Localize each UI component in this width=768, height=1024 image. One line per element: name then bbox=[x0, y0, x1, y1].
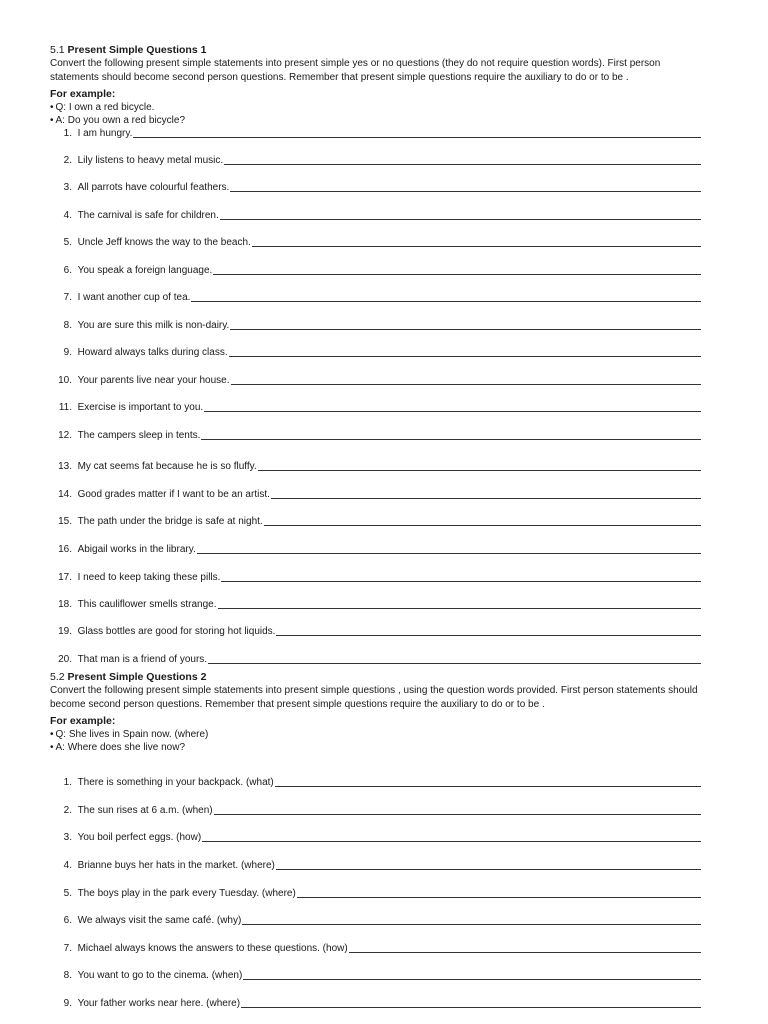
question-item bbox=[50, 154, 701, 167]
question-item bbox=[50, 543, 701, 556]
question-number: 18. bbox=[58, 599, 72, 610]
question-item bbox=[50, 181, 701, 194]
question-number: 20. bbox=[58, 654, 72, 665]
answer-line[interactable] bbox=[220, 209, 701, 220]
question-text: Howard always talks during class. bbox=[77, 347, 228, 358]
question-text: That man is a friend of yours. bbox=[77, 654, 208, 665]
question-number: 1. bbox=[63, 128, 72, 139]
question-number: 4. bbox=[63, 210, 72, 221]
section-1-example-question bbox=[50, 101, 710, 114]
section-1-example-answer bbox=[50, 114, 710, 127]
question-text: Your father works near here. (where) bbox=[77, 998, 241, 1009]
question-text: The boys play in the park every Tuesday. (where) bbox=[77, 888, 296, 899]
question-text: Your parents live near your house. bbox=[77, 375, 230, 386]
answer-line[interactable] bbox=[264, 515, 701, 526]
question-number: 6. bbox=[63, 265, 72, 276]
question-number: 16. bbox=[58, 544, 72, 555]
question-item bbox=[50, 429, 701, 442]
question-number: 4. bbox=[63, 860, 72, 871]
question-text: My cat seems fat because he is so fluffy. bbox=[77, 461, 257, 472]
question-text: Michael always knows the answers to these questions. (how) bbox=[77, 943, 348, 954]
question-text: Brianne buys her hats in the market. (where) bbox=[77, 860, 275, 871]
answer-line[interactable] bbox=[133, 127, 701, 138]
question-text: You want to go to the cinema. (when) bbox=[77, 970, 243, 981]
section-2-example-answer bbox=[50, 741, 710, 754]
question-number: 6. bbox=[63, 915, 72, 926]
question-number: 9. bbox=[63, 347, 72, 358]
question-text: I am hungry. bbox=[77, 128, 133, 139]
question-text: Abigail works in the library. bbox=[77, 544, 196, 555]
answer-line[interactable] bbox=[349, 942, 701, 953]
question-text: Lily listens to heavy metal music. bbox=[77, 155, 224, 166]
section-2-example-question-text: Q: She lives in Spain now. (where) bbox=[55, 729, 209, 740]
question-number: 5. bbox=[63, 237, 72, 248]
exercise-section-1 bbox=[50, 44, 710, 665]
answer-line[interactable] bbox=[213, 264, 701, 275]
section-2-example-answer-text: A: Where does she live now? bbox=[55, 742, 186, 753]
question-text: This cauliflower smells strange. bbox=[77, 599, 217, 610]
question-item bbox=[50, 997, 701, 1010]
section-2-number: 5.2 bbox=[50, 671, 65, 683]
question-number: 10. bbox=[58, 375, 72, 386]
question-item bbox=[50, 914, 701, 927]
question-number: 1. bbox=[63, 777, 72, 788]
section-2-title bbox=[50, 671, 710, 684]
question-item bbox=[50, 969, 701, 982]
question-number: 15. bbox=[58, 516, 72, 527]
question-item bbox=[50, 942, 701, 955]
section-2-instructions: Convert the following present simple statements into present simple questions , using the question words provided. First person statements should become second person questions. Remember that present simple questions require the auxiliary to do or to be . bbox=[50, 685, 698, 710]
answer-line[interactable] bbox=[230, 181, 701, 192]
question-item bbox=[50, 515, 701, 528]
question-text: You boil perfect eggs. (how) bbox=[77, 832, 202, 843]
section-1-instructions: Convert the following present simple statements into present simple yes or no questions (they do not require question words). First person statements should become second person questions. Remember that present simple questions require the auxiliary to do or to be . bbox=[50, 58, 661, 83]
bullet-icon: • bbox=[50, 102, 54, 113]
question-item bbox=[50, 776, 701, 789]
section-2-example-question bbox=[50, 728, 710, 741]
question-number: 3. bbox=[63, 832, 72, 843]
question-text: I want another cup of tea. bbox=[77, 292, 191, 303]
answer-line[interactable] bbox=[231, 374, 701, 385]
question-text: You speak a foreign language. bbox=[77, 265, 213, 276]
question-number: 17. bbox=[58, 572, 72, 583]
answer-line[interactable] bbox=[276, 625, 701, 636]
question-number: 8. bbox=[63, 320, 72, 331]
section-2-name: Present Simple Questions 2 bbox=[67, 671, 207, 683]
question-text: I need to keep taking these pills. bbox=[77, 572, 221, 583]
question-item bbox=[50, 374, 701, 387]
section-1-name: Present Simple Questions 1 bbox=[67, 44, 207, 56]
bullet-icon: • bbox=[50, 729, 54, 740]
question-text: You are sure this milk is non-dairy. bbox=[77, 320, 230, 331]
answer-line[interactable] bbox=[276, 859, 701, 870]
section-1-example-heading: For example: bbox=[50, 88, 116, 100]
question-item bbox=[50, 653, 701, 666]
question-text: Uncle Jeff knows the way to the beach. bbox=[77, 237, 251, 248]
question-number: 7. bbox=[63, 943, 72, 954]
section-1-number: 5.1 bbox=[50, 44, 65, 56]
question-text: The campers sleep in tents. bbox=[77, 430, 201, 441]
question-item bbox=[50, 887, 701, 900]
question-item bbox=[50, 859, 701, 872]
question-text: We always visit the same café. (why) bbox=[77, 915, 242, 926]
answer-line[interactable] bbox=[229, 346, 701, 357]
bullet-icon: • bbox=[50, 115, 54, 126]
question-item bbox=[50, 346, 701, 359]
question-number: 9. bbox=[63, 998, 72, 1009]
question-item bbox=[50, 460, 701, 473]
question-number: 19. bbox=[58, 626, 72, 637]
answer-line[interactable] bbox=[242, 914, 701, 925]
question-text: The sun rises at 6 a.m. (when) bbox=[77, 805, 213, 816]
question-item bbox=[50, 319, 701, 332]
answer-line[interactable] bbox=[275, 776, 701, 787]
question-text: Exercise is important to you. bbox=[77, 402, 204, 413]
answer-line[interactable] bbox=[230, 319, 701, 330]
answer-line[interactable] bbox=[243, 969, 701, 980]
question-number: 11. bbox=[58, 402, 72, 413]
question-item bbox=[50, 831, 701, 844]
question-text: Good grades matter if I want to be an artist. bbox=[77, 489, 270, 500]
question-number: 14. bbox=[58, 489, 72, 500]
question-item bbox=[50, 209, 701, 222]
answer-line[interactable] bbox=[191, 291, 701, 302]
answer-line[interactable] bbox=[258, 460, 701, 471]
question-number: 2. bbox=[63, 805, 72, 816]
answer-line[interactable] bbox=[201, 429, 701, 440]
section-1-example-question-text: Q: I own a red bicycle. bbox=[55, 102, 155, 113]
answer-line[interactable] bbox=[224, 154, 701, 165]
answer-line[interactable] bbox=[218, 598, 702, 609]
answer-line[interactable] bbox=[204, 401, 701, 412]
answer-line[interactable] bbox=[202, 831, 701, 842]
question-number: 8. bbox=[63, 970, 72, 981]
answer-line[interactable] bbox=[208, 653, 701, 664]
question-number: 13. bbox=[58, 461, 72, 472]
answer-line[interactable] bbox=[252, 236, 701, 247]
bullet-icon: • bbox=[50, 742, 54, 753]
question-item bbox=[50, 488, 701, 501]
answer-line[interactable] bbox=[197, 543, 701, 554]
answer-line[interactable] bbox=[214, 804, 701, 815]
section-1-example-answer-text: A: Do you own a red bicycle? bbox=[55, 115, 186, 126]
question-number: 7. bbox=[63, 292, 72, 303]
answer-line[interactable] bbox=[271, 488, 701, 499]
question-text: Glass bottles are good for storing hot liquids. bbox=[77, 626, 276, 637]
question-item bbox=[50, 401, 701, 414]
exercise-section-2 bbox=[50, 671, 710, 1009]
question-text: The path under the bridge is safe at night. bbox=[77, 516, 263, 527]
question-number: 5. bbox=[63, 888, 72, 899]
question-number: 3. bbox=[63, 182, 72, 193]
answer-line[interactable] bbox=[221, 571, 701, 582]
question-item bbox=[50, 598, 701, 611]
question-item bbox=[50, 571, 701, 584]
question-item bbox=[50, 625, 701, 638]
question-item bbox=[50, 127, 701, 140]
question-text: All parrots have colourful feathers. bbox=[77, 182, 230, 193]
answer-line[interactable] bbox=[297, 887, 701, 898]
answer-line[interactable] bbox=[241, 997, 701, 1008]
question-number: 12. bbox=[58, 430, 72, 441]
question-item bbox=[50, 264, 701, 277]
section-1-title bbox=[50, 44, 710, 57]
question-item bbox=[50, 236, 701, 249]
section-2-example-heading: For example: bbox=[50, 715, 116, 727]
question-item bbox=[50, 291, 701, 304]
question-text: The carnival is safe for children. bbox=[77, 210, 219, 221]
question-number: 2. bbox=[63, 155, 72, 166]
question-item bbox=[50, 804, 701, 817]
question-text: There is something in your backpack. (what) bbox=[77, 777, 274, 788]
